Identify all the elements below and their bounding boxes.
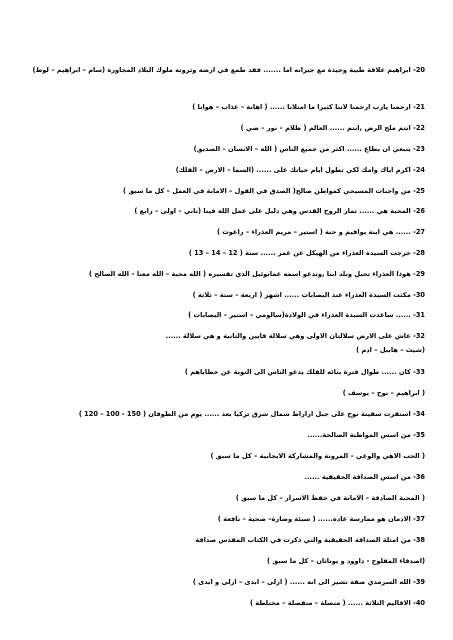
question-36-options: ( المحبة الصادقة – الامانة في حفظ الاسرار – كل ما سبق ) xyxy=(235,494,425,502)
question-35: 35- من اسس المواطنة الصالحة...... xyxy=(307,431,425,439)
question-38-options: (اصدقاء المفلوج - داوود و يوناثان – كل ما سبق ) xyxy=(267,557,425,565)
question-27: 27- ...... هي ابنة يواقيم و حنة ( استير – مريم العذراء – راعوث ) xyxy=(216,228,425,236)
question-20: 20- ابراهيم علاقة طيبة وجيدة مع جيرانه اما ....... فقد طمع في ارضه وثروته ملوك البلاد المجاورة (سام – ابراهيم – لوط) xyxy=(32,66,425,74)
question-34: 34- استقرت سفينة نوح على جبل اراراط شمال شرق تركيا بعد ...... يوم من الطوفان ( 150 - 100 – 120 ) xyxy=(78,410,425,418)
question-29: 29- هوذا العذراء تحبل وتلد ابنا ,وتدعو اسمه عمانوئيل الذي تفسيره ( الله محبة – الله معنا – الله الصالح ) xyxy=(89,270,425,278)
question-32: 32- عاش على الارض سلالتان الاولى وهي سلالة قايين والثانية و هي سلالة ...... xyxy=(165,332,425,340)
question-21: 21- ارحمنا يارب ارحمنا لاننا كثيرا ما امتلانا ...... ( اهانة – عذاب – هوانا ) xyxy=(192,103,425,111)
question-28: 28- خرجت السيدة العذراء من الهيكل عن عمر ...... سنة ( 12 – 14 – 13 ) xyxy=(188,249,425,257)
question-23: 23- ينبغي ان يطاع ...... اكثر من جميع الناس ( الله – الانسان – الصديق) xyxy=(193,145,425,153)
question-32-options: (شيث – هابيل – ادم ) xyxy=(356,346,425,354)
question-38: 38- من امثلة الصداقة الحقيقية والتي ذكرت في الكتاب المقدس صداقة xyxy=(195,536,425,544)
question-25: 25- من واجبات المسيحي كمواطن صالح( الصدق في القول – الامانة في العمل – كل ما سبق ) xyxy=(123,187,425,195)
question-40: 40- الاقاليم الثلاثة ...... ( متصلة – منفصلة – مختلطة ) xyxy=(249,599,425,607)
question-33: 33- كان ...... طوال فترة بنائه للفلك يدعو الناس الى التوبة عن خطاياهم ) xyxy=(184,368,425,376)
question-35-options: ( الحب الاهي والوعي – المرونة والمشاركة الايجابية – كل ما سبق ) xyxy=(210,452,425,460)
question-39: 39- الله السرمدي صفة تشير الى انه ...... ( ازلى – ابدى – ازلى و ابدى ) xyxy=(192,578,425,586)
question-37: 37- الادمان هو ممارسة عادة...... ( سيئة وضارة– صحية – نافعة ) xyxy=(217,515,425,523)
question-31: 31- ...... ساعدت السيدة العذراء في الولادة(سالومي – استير – اليصابات ) xyxy=(188,311,425,319)
question-30: 30- مكثت السيدة العذراء عند اليصابات ...... اشهر ( اربعة – ستة – ثلاثة ) xyxy=(192,291,425,299)
question-26: 26- المحبة هي ...... ثمار الروح القدس وهي دليل على عمل الله فينا (تاني – اولى – رابع ) xyxy=(134,207,425,215)
question-22: 22- انتم ملح الرض ,انتم ...... العالم ( ظلام – نور – ضي ) xyxy=(240,124,425,132)
question-36: 36- من اسس الصداقة الحقيقية ...... xyxy=(304,473,425,481)
question-24: 24- اكرم اباك وامك لكي تطول ايام حياتك على ...... (السما – الارض – الفلك) xyxy=(175,166,425,174)
question-33-options: ( ابراهيم – نوح – يوسف ) xyxy=(342,389,425,397)
